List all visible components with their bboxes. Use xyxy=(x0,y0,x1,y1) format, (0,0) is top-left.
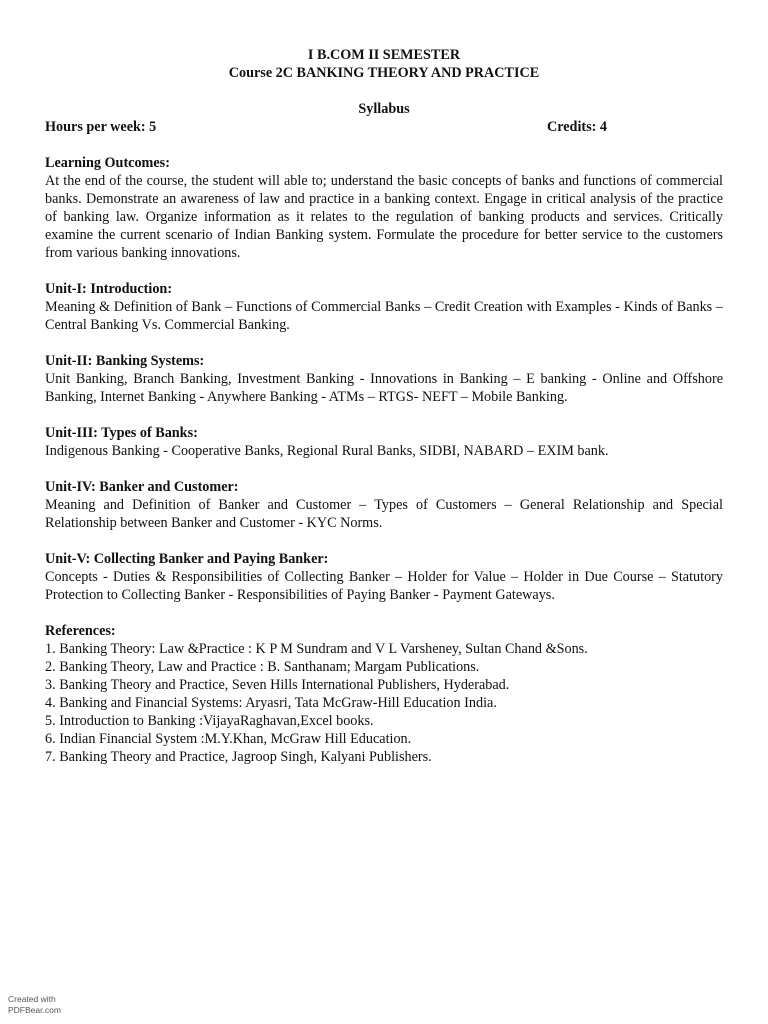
unit-2-heading: Unit-II: Banking Systems: xyxy=(45,353,205,369)
unit-2-text: Unit Banking, Branch Banking, Investment Banking - Innovations in Banking – E banking - Online and Offshore Banking, Internet Banking - Anywhere Banking - ATMs – RTGS- NEFT – Mobile Banking. xyxy=(45,371,723,405)
unit-3-heading: Unit-III: Types of Banks: xyxy=(45,425,198,441)
unit-1-text: Meaning & Definition of Bank – Functions of Commercial Banks – Credit Creation with Examples - Kinds of Banks – Central Banking Vs. Commercial Banking. xyxy=(45,299,723,333)
hours-per-week: Hours per week: 5 xyxy=(45,119,157,135)
reference-item: 1. Banking Theory: Law &Practice : K P M Sundram and V L Varsheney, Sultan Chand &Sons. xyxy=(45,641,588,657)
watermark-line-1: Created with xyxy=(8,994,56,1004)
reference-item: 7. Banking Theory and Practice, Jagroop Singh, Kalyani Publishers. xyxy=(45,749,432,765)
unit-4-text: Meaning and Definition of Banker and Customer – Types of Customers – General Relationship and Special Relationship between Banker and Customer - KYC Norms. xyxy=(45,497,723,531)
unit-5-text: Concepts - Duties & Responsibilities of Collecting Banker – Holder for Value – Holder in Due Course – Statutory Protection to Collecting Banker - Responsibilities of Paying Banker - Payment Gateways. xyxy=(45,569,723,603)
hours-credits-row xyxy=(45,118,723,136)
reference-item: 6. Indian Financial System :M.Y.Khan, McGraw Hill Education. xyxy=(45,731,412,747)
unit-5-heading: Unit-V: Collecting Banker and Paying Banker: xyxy=(45,551,329,567)
course-title: Course 2C BANKING THEORY AND PRACTICE xyxy=(228,65,540,81)
unit-1-heading: Unit-I: Introduction: xyxy=(45,281,173,297)
semester-title: I B.COM II SEMESTER xyxy=(307,47,461,63)
reference-item: 2. Banking Theory, Law and Practice : B. Santhanam; Margam Publications. xyxy=(45,659,480,675)
credits: Credits: 4 xyxy=(546,119,607,135)
references-heading: References: xyxy=(45,623,116,639)
pdfbear-watermark xyxy=(8,994,61,1016)
syllabus-page xyxy=(45,46,723,766)
unit-3-text: Indigenous Banking - Cooperative Banks, Regional Rural Banks, SIDBI, NABARD – EXIM bank. xyxy=(45,443,609,459)
syllabus-title: Syllabus xyxy=(358,101,410,117)
learning-outcomes-heading: Learning Outcomes: xyxy=(45,155,170,171)
reference-item: 5. Introduction to Banking :VijayaRaghavan,Excel books. xyxy=(45,713,374,729)
reference-item: 4. Banking and Financial Systems: Aryasri, Tata McGraw-Hill Education India. xyxy=(45,695,497,711)
watermark-line-2: PDFBear.com xyxy=(8,1005,61,1015)
reference-item: 3. Banking Theory and Practice, Seven Hills International Publishers, Hyderabad. xyxy=(45,677,510,693)
learning-outcomes-text: At the end of the course, the student will able to; understand the basic concepts of banks and functions of commercial banks. Demonstrate an awareness of law and practice in a banking context. Engage in critical analysis of the practice of banking law. Organize information as it relates to the regulation of banking products and services. Critically examine the current scenario of Indian Banking system. Formulate the procedure for better service to the customers from various banking innovations. xyxy=(45,173,723,261)
unit-4-heading: Unit-IV: Banker and Customer: xyxy=(45,479,239,495)
